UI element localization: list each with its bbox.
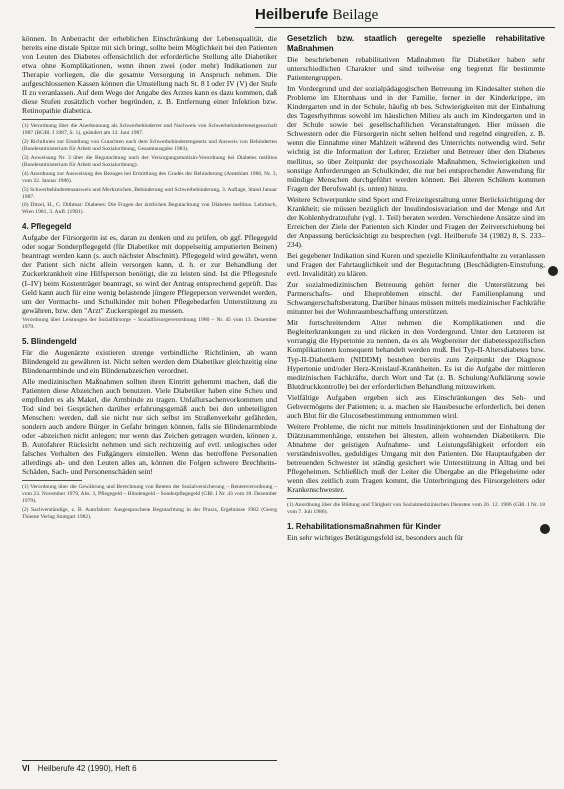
header-rule bbox=[255, 27, 555, 28]
paragraph: Vielfältige Aufgaben ergeben sich aus Einschränkungen des Seh- und Gehvermögens der Patienten; u. a. machen sie Hausbesuche erforderlich, bei denen auch Blut für die Glucosebestimmung entnommen wird. bbox=[287, 392, 545, 420]
punch-hole-mark bbox=[548, 266, 558, 276]
page-folio: VI bbox=[22, 764, 30, 773]
paragraph: können. In Anbetracht der erheblichen Einschränkung der Lebensqualität, die bereits eine distale Spitze mit sich bringt, sollte beim Möglichkeit bei den Patienten von Leuten des Diabetes offensichtlich der erforderliche Stellung alle Diabetiker etwa ohne Komplikationen, wenn ihnen zwei (oder mehr) Indikationen zur Therapie vorliegen, die die gesamte Versorgung in Anspruch nehmen. Die aufgeschlossenen Kassen können die Umstellung nach St. 8 I oder IV (V) der Stufe II zu veranlassen. Auf dem Wege der Angabe des Arztes kann es dazu kommen, daß diese Stufen zusätzlich vorher begründen, z. B. Entfernung einer Infektion bzw. Retinopathie diabetica. bbox=[22, 34, 277, 116]
paragraph: Mit fortschreitendem Alter nehmen die Komplikationen und die Begleiterkrankungen zu und rücken in den Vordergrund. Unter den Letzteren ist vorrangig die Hypertonie zu nennen, da es als Wegbereiter der diabetesspezifischen Komplikationen konsequent behandelt werden muß. Bei Typ-II-Altersdiabetes bzw. Typ-II-Diabetikern (NIDDM) bestehen bereits zum Zeitpunkt der Diagnose Hypertonie und/oder Herz-Kreislauf-Krankheiten. Es ist die Aufgabe der mittleren medizinischen Fachkräfte, durch Wort und Tat (z. B. Schulung/Aufklärung sowie Blutdruckkontrolle) bei der erforderlichen Behandlung mitzuwirken. bbox=[287, 318, 545, 391]
footnote-rule bbox=[22, 480, 82, 481]
footnote: (3) Anweisung Nr. 3 über die Begutachtung nach der Versorgungsmedizin-Verordnung bei Diabetes mellitus (Bundesministerium für Arbeit und Sozialordnung). bbox=[22, 155, 277, 168]
footnote-rule bbox=[22, 119, 82, 120]
paragraph: Die beschriebenen rehabilitativen Maßnahmen für Diabetiker haben sehr unterschiedlichen Charakter und sind teilweise eng begrenzt für bestimmte Patientengruppen. bbox=[287, 55, 545, 83]
paragraph: Zur sozialmedizinischen Betreuung gehört ferner die Unterstützung bei Partnerschafts- und Eheproblemen einschl. der Familienplanung und Schwangerschaftsberatung. Darüber hinaus müssen mittels medizinischer Fachkräfte mitunter bei der Wohnraumbeschaffung unterstützen. bbox=[287, 280, 545, 317]
subsection-heading: 1. Rehabilitationsmaßnahmen für Kinder bbox=[287, 522, 441, 532]
paragraph: Für die Augenärzte existieren strenge verbindliche Richtlinien, ab wann Blindengeld zu gewähren ist. Nicht selten werden dem Diabetiker gleichzeitig eine Blindenarmbinde und ein Blindenabzeichen verordnet. bbox=[22, 347, 277, 375]
footnote: (1) Verordnung über die Anerkennung als Schwerbehinderter und Nachweis von Schwerbehinderteneigenschaft 1987 (BGBl. I 1987, S. 1), geändert am 12. Juni 1987. bbox=[22, 123, 277, 137]
paragraph: Weitere Schwerpunkte sind Sport und Freizeitgestaltung unter Berücksichtigung der Krankheit; sie müssen bezüglich der Insulindosisvariation und der Menge und Art der Kohlenhydratzufuhr (vgl. 1. Teil) beraten werden. Verschiedene Ansätze sind im Erreichen der Ziele der Patienten sich Kinder und Fragen der Zeitverschiebung bei der Anpassung berücksichtigt zu besprechen (vgl. Heilberufe 34 (1982) 8, S. 233–234). bbox=[287, 194, 545, 249]
paragraph: Weitere Probleme, die nicht nur mittels Insulininjektionen und der Einhaltung der Diätzusammenhänge, entstehen bei ältesten, allein wohnenden Diabetikern. Die Abnahme der geistigen Aufnahme- und Leistungsfähigkeit erfordert ein verständnisvolles, geduldiges Umgang mit den Patienten. Die Hauptaufgaben der betreuenden Schwester ist ständig gesichert wie Unterstützung in Alltag und bei Pflegeheimen. Schließlich muß der Leiter die Übergabe an die Pflegeheime oder wenn dies zeitlich zum Tragen kommt, die Unterbringung des Fürsorgeleiters oder Krankenschwester. bbox=[287, 421, 545, 495]
footnote: (2) Sachverständige, z. B. Autofahrer: Ausgesprochene Begutachtung in der Praxis, Ergebnisse 1982 (Georg Thieme Verlag Stuttgart 1982). bbox=[22, 506, 277, 520]
section-heading: 4. Pflegegeld bbox=[22, 222, 72, 232]
section-heading: 5. Blindengeld bbox=[22, 336, 77, 346]
journal-title bbox=[255, 6, 378, 23]
issue-citation: Heilberufe 42 (1990), Heft 6 bbox=[37, 764, 137, 773]
punch-hole-mark bbox=[540, 524, 550, 534]
footnote: Verordnung über Leistungen der Sozialfürsorge – Sozialfürsorgeverordnung 1980 – Nr. 45 vom 13. Dezember 1979. bbox=[22, 316, 277, 330]
paragraph: Im Vordergrund und der sozialpädagogischen Betreuung im Kindesalter stehen die Probleme im Elternhaus und in der Familie, ferner in der Kinderkrippe, im Kindergarten und in der Schule, häufig ob bes. Schwierigkeiten mit der Einhaltung des Tagesrhythmus sowohl im häuslichen Milieu als auch im Kindergarten und in der Schule sowie bei gesellschaftlichen Veranstaltungen. Hier müssen die Schwestern oder die Fürsorgerin nicht selten helfend und regelnd eingreifen, z. B. wenn die Einnahme einer Mahlzeit während des Unterrichts notwendig wird. Sehr wichtig ist die Information der Lehrer, Erzieher und Betreuer über den Diabetes mellitus, so über Zeitpunkt der psychosoziale Maßnahmen, Schwierigkeiten und sonstige Anforderungen an Schulkinder, die nur bei entsprechender Anwendung für mündige Menschen durchgeführt werden können. Bei älteren Schülern kommen Fragen der Berufswahl (s. unten) hinzu. bbox=[287, 84, 545, 193]
section-heading: Gesetzlich bzw. staatlich geregelte spezielle rehabilitative Maßnahmen bbox=[287, 34, 545, 53]
journal-name: Heilberufe bbox=[255, 6, 329, 23]
right-column bbox=[287, 34, 545, 544]
paragraph: Aufgabe der Fürsorgerin ist es, daran zu denken und zu prüfen, ob ggf. Pflegegeld oder sogar Sonderpflegegeld (für Diabetiker mit doppelseitig amputierten Beinen) beantragt werden kann (s. auch nächster Abschnitt). Pflegegeld wird gewährt, wenn der Patient sich nicht allein versorgen kann, d. h. er zur Behandlung der Zuckerkrankheit eine Hilfsperson benötigt, die zu leisten sind. Ist die Pflegestufe (I–IV) beim Kostenträger beantragt, so wird der Antrag entsprechend geprüft. Das Geld kann auch für eine wenig belastende jüngere Pflegeperson verwendet werden, um der Vormacht- und Schulkinder mit hohen Pflegebedarfen Unterstützung zu gewähren, bzw. den "Arzt" Zuckerspiegel zu messen. bbox=[22, 233, 277, 315]
footnote: (5) Schwerbehindertenausweis und Merkzeichen, Behinderung und Schwerbehinderung, 3. Auflage, Stand Januar 1987. bbox=[22, 186, 277, 200]
page-header bbox=[255, 6, 555, 32]
paragraph: Alle medizinischen Maßnahmen sollten ihren Eintritt gehemmt machen, daß die Patienten diese Abzeichen auch benutzen. Viele Diabetiker haben eine Scheu und empfinden es als Makel, die Armbinde zu tragen. Unfallursachenvorkommen und Tod sind bei Gesprächen darüber erfahrungsgemäß auch bei den unbeteiligten Menschen: werden, daß sie nicht nur sich selbst im Straßenverkehr gefährden, sondern auch andere Bürger in Gefahr bringen können, falls sie Blindenarmbinde oder -abzeichen nicht anlegen; nur wenn das Zeichen getragen wurden, können z. B. Autofahrer Rücksicht nehmen und sich rechtzeitig auf evtl. unlogisches oder falsches Verhalten des Fußgängers einstellen. Wenn das betroffene Personalien allerdings ab- und den Leuten alles an, können die Folgen schwere Brechheits-Schäden, Sach- und Personenschäden sein! bbox=[22, 376, 277, 477]
paragraph: Bei gegebener Indikation sind Kuren und spezielle Klinikaufenthalte zu veranlassen und Fragen der Fahrtauglichkeit und der Begutachtung (Beschädigten-Einstufung, evtl. Invalidität) zu klären. bbox=[287, 250, 545, 279]
footnote-rule bbox=[287, 498, 347, 499]
left-column bbox=[22, 34, 277, 523]
paragraph: Ein sehr wichtiges Betätigungsfeld ist, besonders auch für bbox=[287, 533, 464, 543]
journal-supplement: Beilage bbox=[332, 7, 379, 23]
footnote: (6) Ditzel, H., C. Dithmar: Diabetes: Die Fragen der ärztlichen Begutachtung von Diabetes mellitus. Lehrbuch, Wien 1981, 3. Aufl. (1981). bbox=[22, 202, 277, 216]
footnote: (1) Verordnung über die Gewährung und Berechnung von Renten der Sozialversicherung – Rentenverordnung – vom 23. November 1979, Abs. 3, Pflegegeld – Blindengeld – Sonderpflegegeld (GBl. I Nr. 43 vom 18. Dezember 1979). bbox=[22, 484, 277, 504]
footnote: (4) Anordnung zur Ausweisung des Bezuges bei Ermittlung des Grades der Behinderung (Amtsblatt 1986, Nr. 3, vom 22. Januar 1986). bbox=[22, 170, 277, 184]
page-footer bbox=[22, 760, 277, 773]
footnote: (2) Richtlinien zur Erstellung von Gutachten nach dem Schwerbehindertengesetz und Ausweis von Behinderten (Bundesministerium für Arbeit und Sozialordnung, Gesamtausgabe 1983). bbox=[22, 139, 277, 153]
footnote: (1) Anordnung über die Bildung und Tätigkeit von Sozialmedizinischen Diensten vom 26. 12. 1986 (GBl. I Nr. 18 vom 7. Juli 1986). bbox=[287, 502, 545, 516]
